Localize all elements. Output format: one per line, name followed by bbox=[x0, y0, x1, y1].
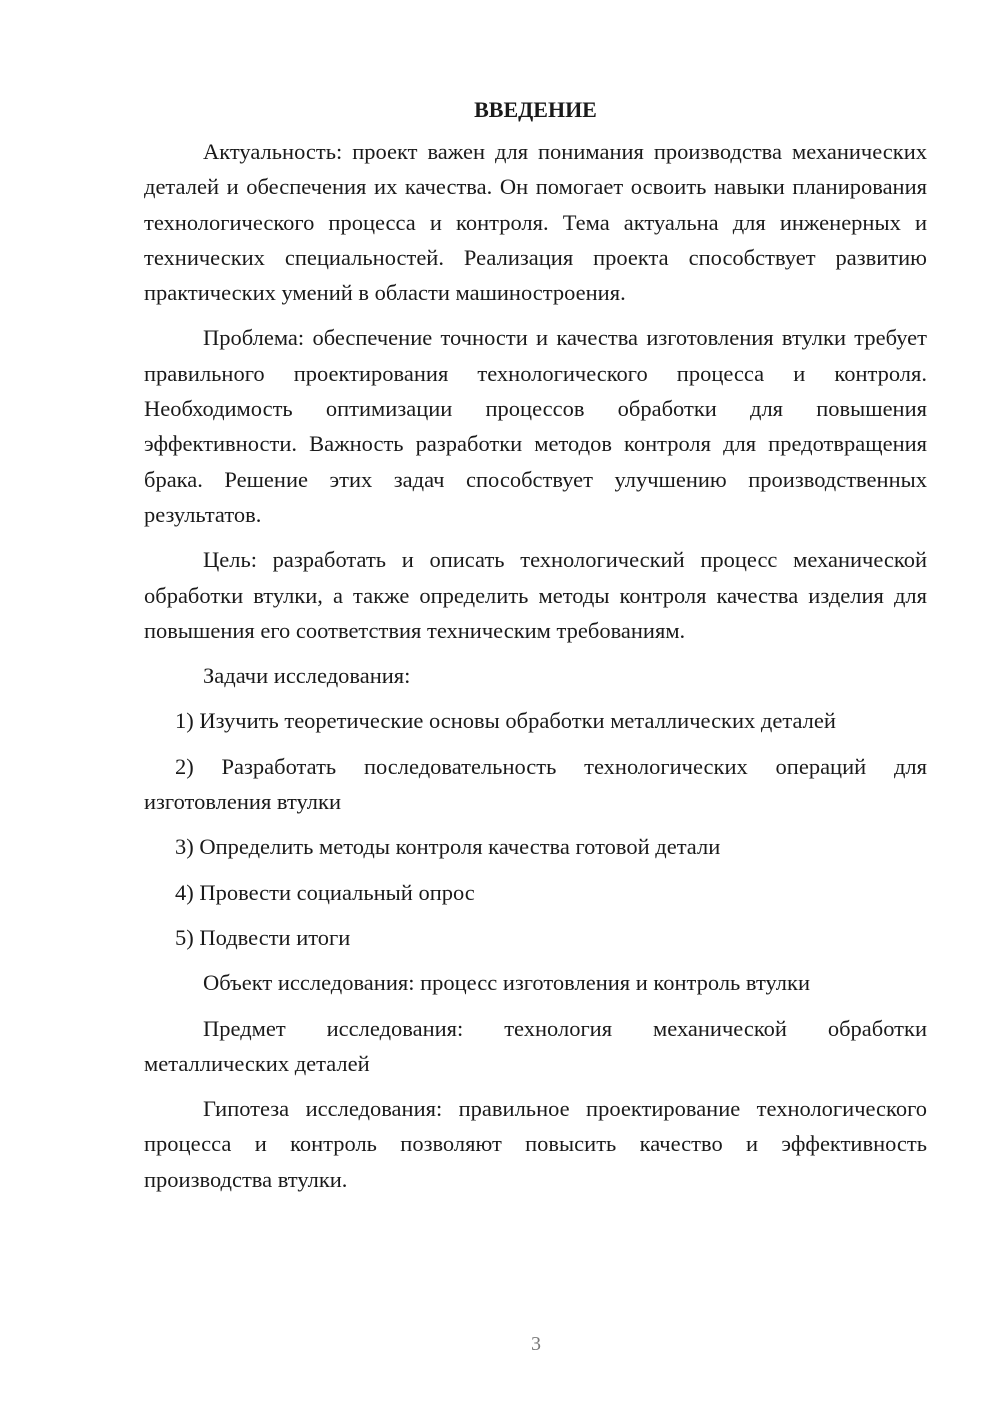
goal-paragraph: Цель: разработать и описать технологический процесс механической обработки втулки, а также определить методы контроля качества изделия для повышения его соответствия техническим требованиям. bbox=[144, 547, 927, 643]
object-paragraph: Объект исследования: процесс изготовления и контроль втулки bbox=[203, 970, 810, 996]
hypothesis-paragraph: Гипотеза исследования: правильное проектирование технологического процесса и контроль позволяют повысить качество и эффективность производства втулки. bbox=[144, 1096, 927, 1192]
task-item-1: 1) Изучить теоретические основы обработки металлических деталей bbox=[175, 708, 836, 734]
task-item-4: 4) Провести социальный опрос bbox=[175, 879, 475, 905]
page-title: ВВЕДЕНИЕ bbox=[474, 97, 597, 122]
task-item-3: 3) Определить методы контроля качества готовой детали bbox=[175, 834, 721, 860]
task-item-2: 2) Разработать последовательность технологических операций для изготовления втулки bbox=[144, 753, 927, 815]
task-item-5: 5) Подвести итоги bbox=[175, 924, 351, 950]
subject-paragraph: Предмет исследования: технология механической обработки металлических деталей bbox=[144, 1015, 927, 1076]
page-number: 3 bbox=[531, 1333, 541, 1355]
relevance-paragraph: Актуальность: проект важен для понимания производства механических деталей и обеспечения их качества. Он помогает освоить навыки планирования технологического процесса и контроля. Тема актуальна для инженерных и технических специальностей. Реализация проекта способствует развитию практических умений в области машиностроения. bbox=[144, 139, 927, 306]
problem-paragraph: Проблема: обеспечение точности и качества изготовления втулки требует правильного проектирования технологического процесса и контроля. Необходимость оптимизации процессов обработки для повышения эффективности. Важность разработки методов контроля для предотвращения брака. Решение этих задач способствует улучшению производственных результатов. bbox=[144, 325, 927, 527]
document-page bbox=[144, 96, 927, 1207]
tasks-title: Задачи исследования: bbox=[203, 663, 411, 689]
